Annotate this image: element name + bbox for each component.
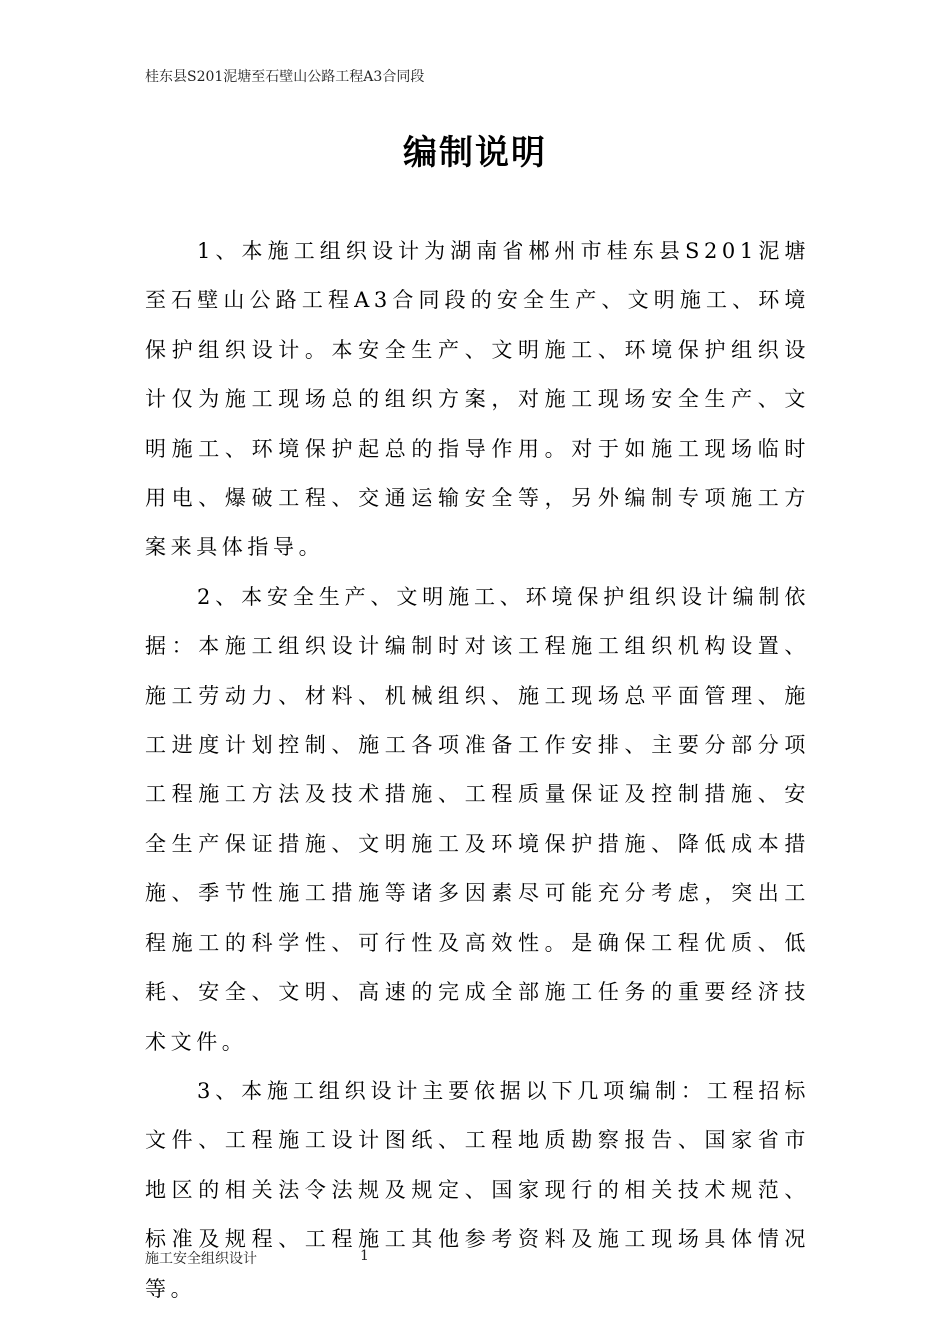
paragraph-1: 1、本施工组织设计为湖南省郴州市桂东县S201泥塘至石壁山公路工程A3合同段的安全生产、文明施工、环境保护组织设计。本安全生产、文明施工、环境保护组织设计仅为施工现场总的组织方案，对施工现场安全生产、文明施工、环境保护起总的指导作用。对于如施工现场临时用电、爆破工程、交通运输安全等，另外编制专项施工方案来具体指导。 (145, 239, 810, 560)
page-number: 1 (360, 1248, 369, 1264)
paragraph-3: 3、本施工组织设计主要依据以下几项编制：工程招标文件、工程施工设计图纸、工程地质勘察报告、国家省市地区的相关法令法规及规定、国家现行的相关技术规范、标准及规程、工程施工其他参考资料及施工现场具体情况等。 (145, 1078, 810, 1301)
page-title: 编制说明 (403, 133, 547, 173)
paragraph-2: 2、本安全生产、文明施工、环境保护组织设计编制依据：本施工组织设计编制时对该工程施工组织机构设置、施工劳动力、材料、机械组织、施工现场总平面管理、施工进度计划控制、施工各项准备工作安排、主要分部分项工程施工方法及技术措施、工程质量保证及控制措施、安全生产保证措施、文明施工及环境保护措施、降低成本措施、季节性施工措施等诸多因素尽可能充分考虑，突出工程施工的科学性、可行性及高效性。是确保工程优质、低耗、安全、文明、高速的完成全部施工任务的重要经济技术文件。 (145, 584, 810, 1054)
footer-document-name: 施工安全组织设计 (145, 1251, 257, 1267)
page-footer (145, 1248, 545, 1268)
page-header: 桂东县S201泥塘至石壁山公路工程A3合同段 (145, 69, 425, 85)
document-body (145, 227, 810, 1314)
